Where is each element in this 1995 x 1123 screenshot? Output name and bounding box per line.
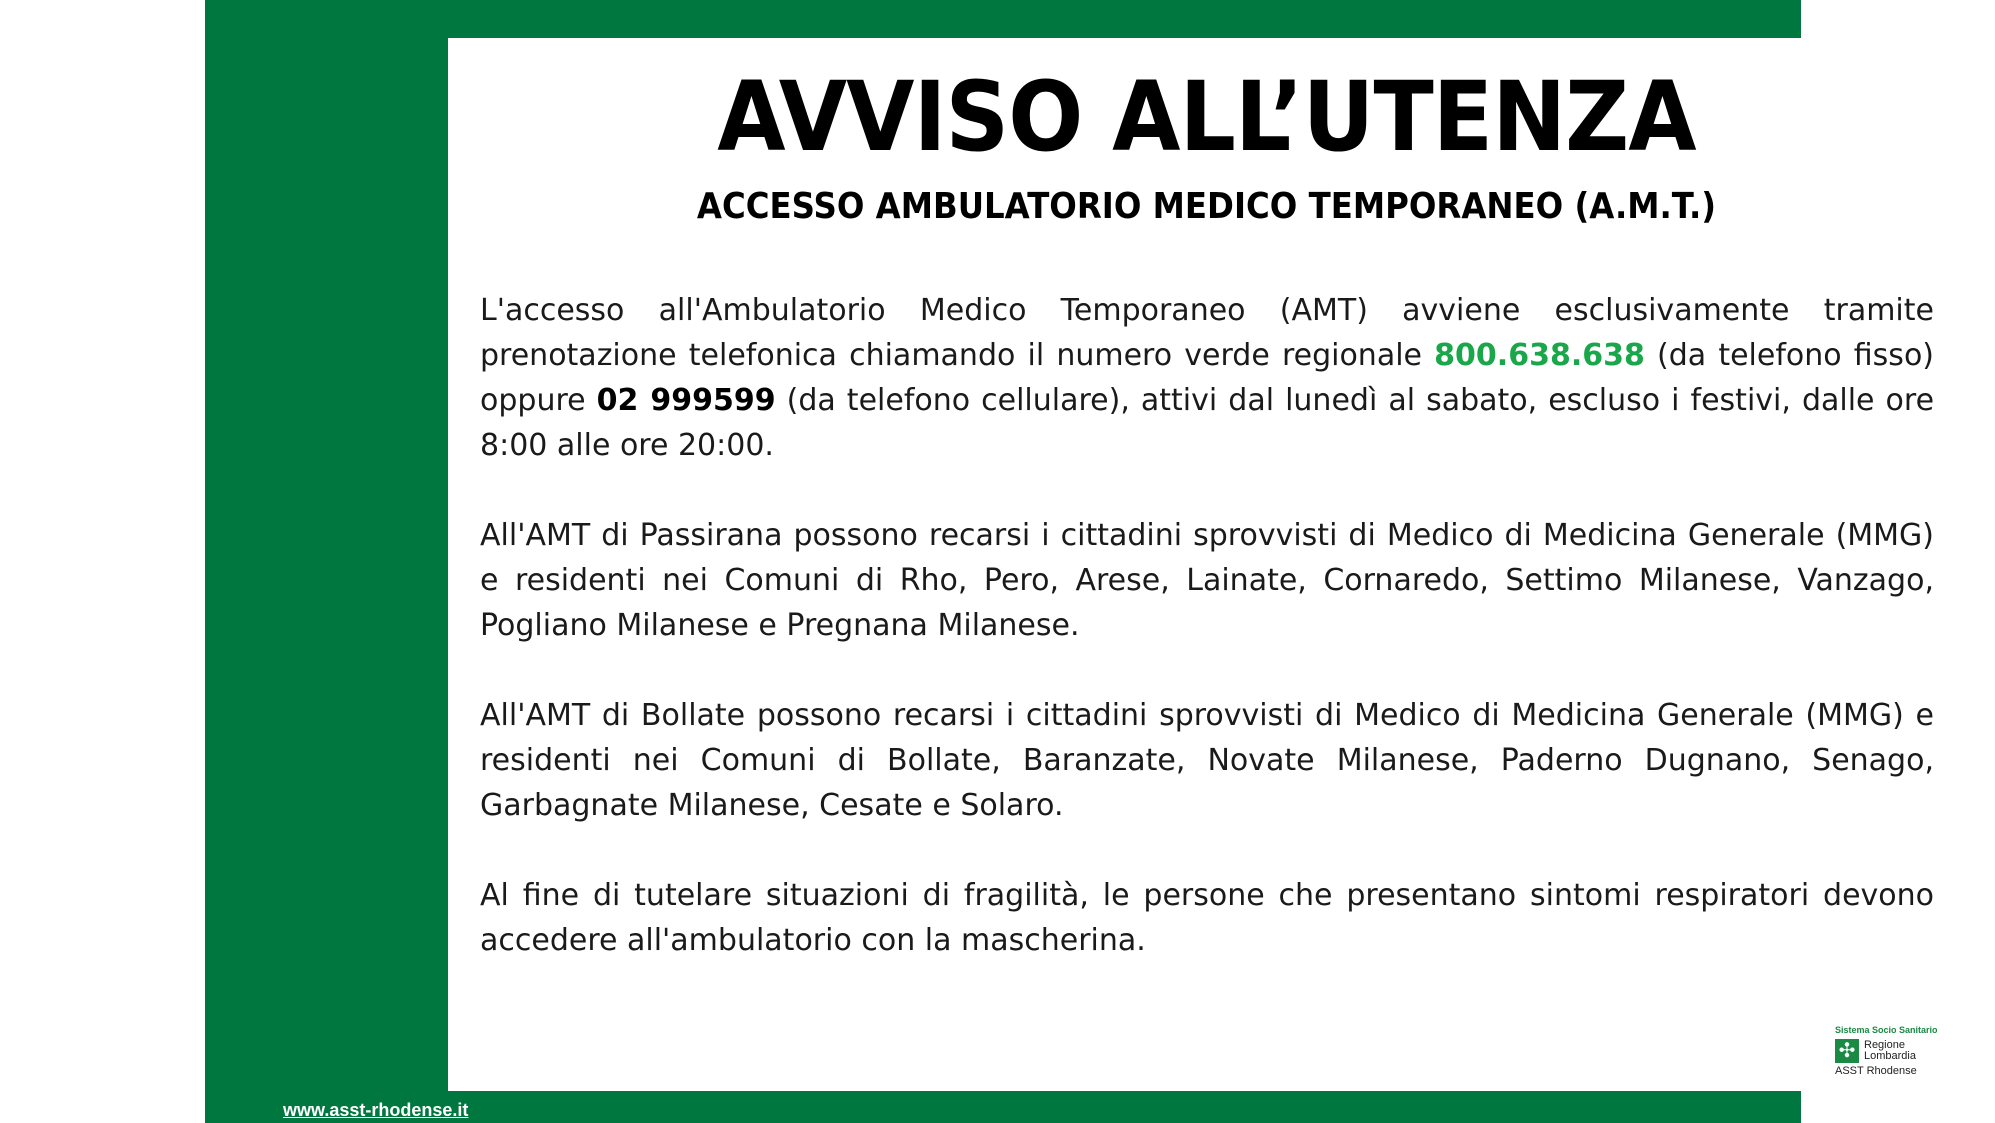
text: (da telefono cellulare), attivi dal lunedì al sabato, escluso i festivi, dalle ore 8:00 alle ore 20:00. (480, 383, 1935, 463)
mobile-number: 02 999599 (596, 383, 776, 418)
green-frame (205, 0, 1938, 1123)
logo-region2: Lombardia (1864, 1050, 1916, 1062)
asst-logo (1835, 1025, 1945, 1077)
paragraph-booking (480, 288, 1934, 468)
toll-free-number: 800.638.638 (1434, 338, 1645, 373)
paragraph-mask: Al fine di tutelare situazioni di fragilità, le persone che presentano sintomi respiratori devono accedere all'ambulatorio con la mascherina. (480, 878, 1934, 958)
text: (da telefono fisso) oppure (480, 338, 1934, 418)
page-subtitle: ACCESSO AMBULATORIO MEDICO TEMPORANEO (A.M.T.) (696, 186, 1717, 227)
page-title: AVVISO ALL’UTENZA (717, 61, 1696, 173)
logo-system-text: Sistema Socio Sanitario (1835, 1025, 1938, 1035)
paragraph-passirana: All'AMT di Passirana possono recarsi i cittadini sprovvisti di Medico di Medicina Generale (MMG) e residenti nei Comuni di Rho, Pero, Arese, Lainate, Cornaredo, Settimo Milanese, Vanzago, Pogliano Milanese e Pregnana Milanese. (480, 518, 1934, 643)
logo-region: Regione (1864, 1039, 1905, 1051)
notice-panel (448, 38, 1965, 1091)
lombardy-rose-icon: ✣ (1835, 1039, 1859, 1063)
website-link[interactable]: www.asst-rhodense.it (283, 1100, 469, 1120)
notice-body (480, 288, 1934, 1008)
text: L'accesso all'Ambulatorio Medico Temporaneo (AMT) avviene esclusivamente tramite prenotazione telefonica chiamando il numero verde regionale (480, 293, 1934, 373)
logo-org: ASST Rhodense (1835, 1065, 1917, 1077)
paragraph-bollate: All'AMT di Bollate possono recarsi i cittadini sprovvisti di Medico di Medicina Generale (MMG) e residenti nei Comuni di Bollate, Baranzate, Novate Milanese, Paderno Dugnano, Senago, Garbagnate Milanese, Cesate e Solaro. (480, 698, 1934, 823)
